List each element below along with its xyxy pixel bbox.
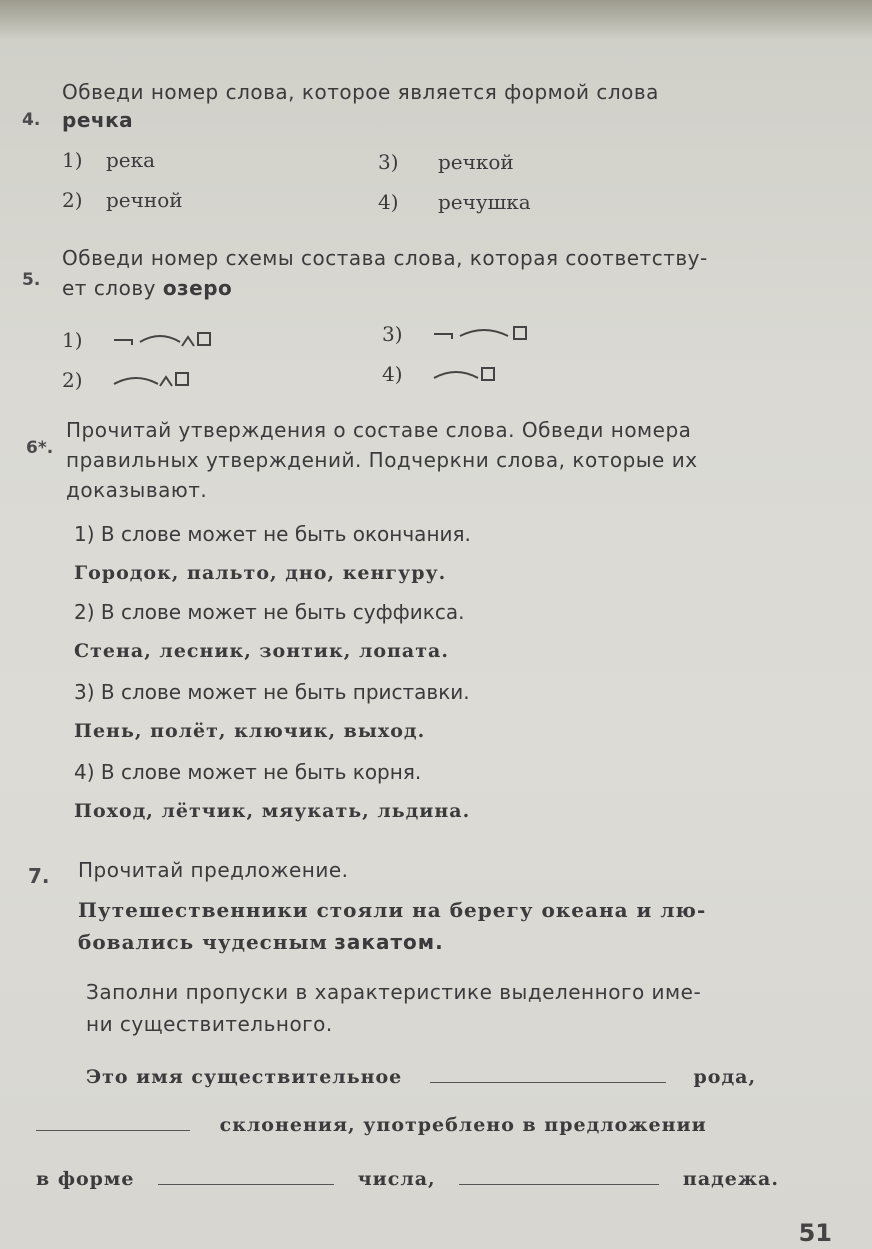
page-number: 51 (798, 1219, 832, 1247)
task4-option-1[interactable] (62, 148, 155, 172)
task7-instruction-line2: ни существительного. (86, 1012, 333, 1036)
task6-number: 6*. (26, 438, 54, 458)
gender-blank[interactable] (430, 1064, 666, 1083)
task5-prompt-text: ет слову (62, 276, 156, 300)
scheme-root-suffix-ending-icon (112, 370, 212, 394)
fill-text: Это имя существительное (86, 1066, 403, 1088)
task7-prompt: Прочитай предложение. (78, 858, 349, 882)
scheme-root-ending-icon (432, 364, 522, 388)
option-number: 2) (62, 188, 83, 212)
task7-sentence-line1: Путешественники стояли на берегу океана и лю- (78, 898, 707, 922)
task6-prompt-line1: Прочитай утверждения о составе слова. Обведи номера (66, 418, 692, 442)
task5-number: 5. (22, 270, 41, 290)
task6-words-4[interactable]: Поход, лётчик, мяукать, льдина. (74, 800, 471, 822)
task6-statement-1[interactable]: 1) В слове может не быть окончания. (74, 522, 471, 546)
task4-number: 4. (22, 110, 41, 130)
case-blank[interactable] (459, 1166, 659, 1185)
option-text: река (106, 148, 156, 172)
option-number: 2) (62, 368, 83, 392)
page-shadow (0, 0, 872, 40)
option-number: 1) (62, 148, 83, 172)
task4-word: речка (62, 108, 134, 132)
task5-option-3[interactable] (382, 322, 542, 348)
fill-line-3 (36, 1166, 779, 1190)
fill-text: в форме (36, 1168, 135, 1190)
option-text: речушка (438, 190, 531, 214)
fill-text: числа, (357, 1168, 436, 1190)
task5-option-4[interactable] (382, 362, 522, 388)
option-number: 4) (378, 190, 399, 214)
option-text: речкой (438, 150, 514, 174)
scheme-prefix-root-suffix-ending-icon (112, 330, 222, 354)
sentence-text: бовались чудесным (78, 930, 328, 954)
task6-statement-3[interactable]: 3) В слове может не быть приставки. (74, 680, 470, 704)
task6-words-2[interactable]: Стена, лесник, зонтик, лопата. (74, 640, 449, 662)
task6-words-1[interactable]: Городок, пальто, дно, кенгуру. (74, 562, 447, 584)
task6-words-3[interactable]: Пень, полёт, ключик, выход. (74, 720, 426, 742)
option-number: 3) (382, 322, 403, 346)
fill-text: склонения, употреблено в предложении (219, 1114, 707, 1136)
number-blank[interactable] (158, 1166, 334, 1185)
task6-statement-4[interactable]: 4) В слове может не быть корня. (74, 760, 422, 784)
task7-instruction-line1: Заполни пропуски в характеристике выделенного име- (86, 980, 702, 1004)
highlighted-noun: закатом. (334, 930, 444, 954)
task6-statement-2[interactable]: 2) В слове может не быть суффикса. (74, 600, 465, 624)
option-text: речной (106, 188, 183, 212)
task4-option-4[interactable] (378, 190, 531, 214)
fill-text: рода, (693, 1066, 757, 1088)
task4-option-2[interactable] (62, 188, 183, 212)
task7-number: 7. (28, 864, 50, 888)
option-number: 3) (378, 150, 399, 174)
option-number: 4) (382, 362, 403, 386)
task5-word: озеро (162, 276, 233, 300)
task4-prompt (62, 80, 659, 104)
task6-prompt-line3: доказывают. (66, 478, 208, 502)
task5-prompt-line1: Обведи номер схемы состава слова, которая соответству- (62, 246, 708, 270)
task5-option-1[interactable] (62, 328, 222, 354)
fill-text: падежа. (682, 1168, 779, 1190)
task4-option-3[interactable] (378, 150, 514, 174)
task5-option-2[interactable] (62, 368, 212, 394)
fill-line-2 (36, 1112, 707, 1136)
declension-blank[interactable] (36, 1112, 190, 1131)
fill-line-1 (86, 1064, 756, 1088)
task7-sentence-line2 (78, 930, 444, 954)
task6-prompt-line2: правильных утверждений. Подчеркни слова, которые их (66, 448, 698, 472)
task4-prompt-text: Обведи номер слова, которое является формой слова (62, 80, 659, 104)
option-number: 1) (62, 328, 83, 352)
task5-prompt-line2 (62, 276, 232, 300)
scheme-prefix-root-ending-icon (432, 324, 542, 348)
